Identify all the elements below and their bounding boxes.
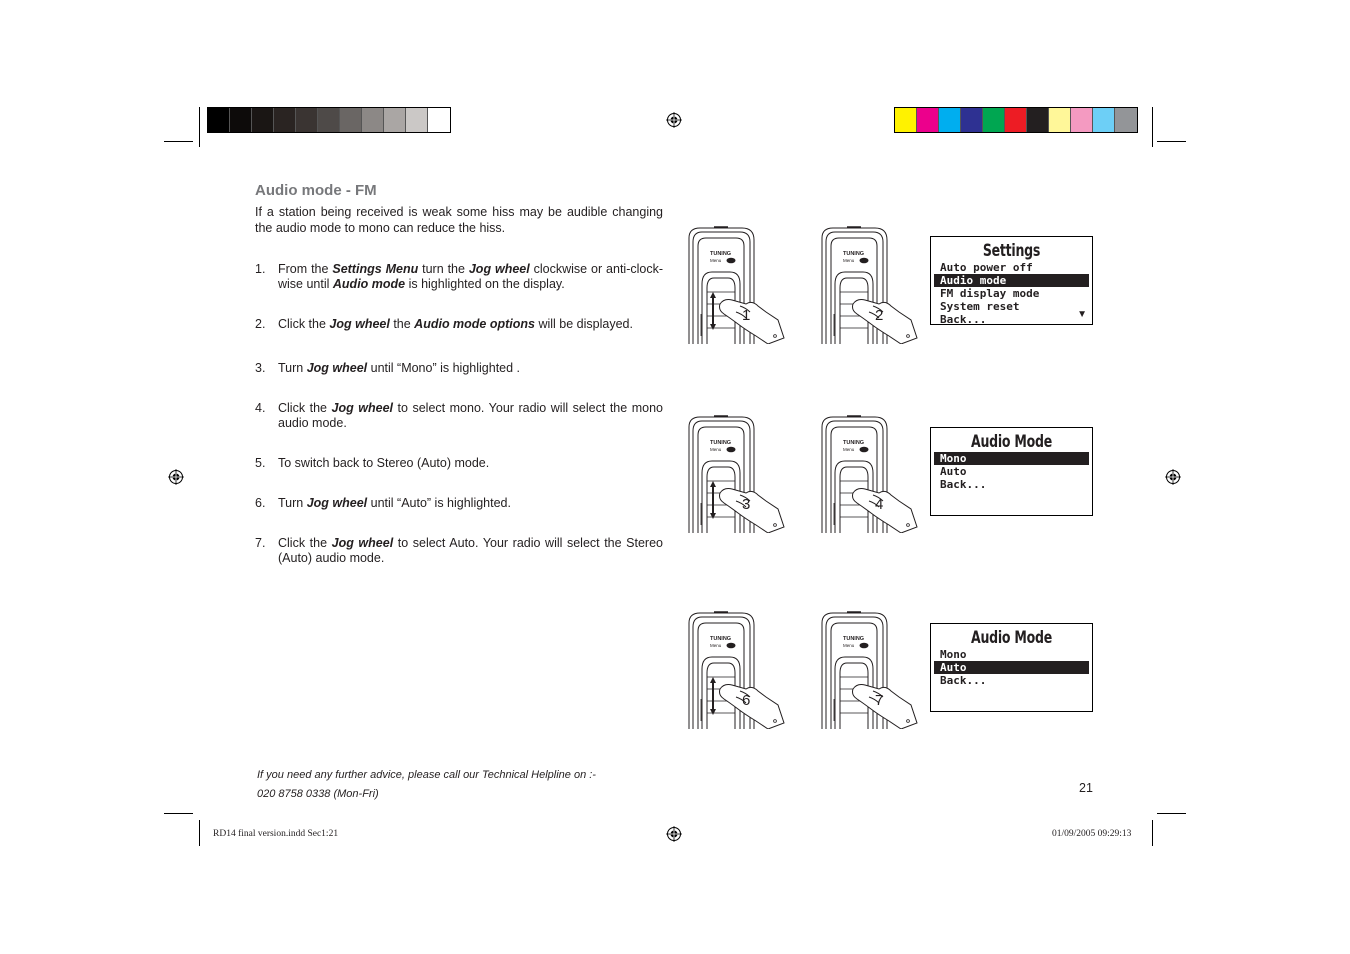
grayscale-calibration-bar [207,107,451,133]
crop-mark [1152,820,1153,846]
menu-button-icon [860,643,869,649]
gray-swatch [252,108,274,132]
menu-label: Menu [843,447,855,452]
step-number: 4. [255,401,266,415]
step-number-label: 4 [875,496,884,513]
step-text [278,536,663,566]
lcd-menu-item: FM display mode [940,287,1040,300]
step-text-part: to select Auto. Your radio will select the Stereo (Auto) audio mode. [278,536,663,565]
step-text-part: Click the [278,401,332,415]
step-item [255,496,663,511]
gray-swatch [318,108,340,132]
step-text-part: the [389,317,415,331]
emphasis-term: Jog wheel [331,536,394,550]
crop-mark [1152,107,1153,147]
crop-mark [164,813,193,814]
gray-swatch [406,108,428,132]
section-heading: Audio mode - FM [255,182,377,199]
crop-mark [1157,141,1186,142]
lcd-display-audio-mode-auto [930,623,1093,712]
lcd-menu-item: Mono [940,648,967,661]
step-item [255,317,663,332]
lcd-title: Audio Mode [970,432,1053,452]
step-item [255,456,663,471]
lcd-display-settings [930,236,1093,325]
radio-drawing [819,415,919,533]
radio-illustration [819,611,919,729]
step-number-label: 3 [742,496,751,513]
lcd-display-audio-mode-mono [930,427,1093,516]
step-text-part: Turn [278,361,307,375]
emphasis-term: Audio mode [332,277,406,291]
registration-mark-icon [1165,469,1181,485]
color-swatch [961,108,983,132]
step-text-part: Turn [278,496,307,510]
radio-drawing [819,226,919,344]
radio-drawing [819,611,919,729]
menu-label: Menu [843,643,855,648]
menu-label: Menu [843,258,855,263]
tuning-label: TUNING [843,251,865,257]
crop-mark [164,141,193,142]
step-text-part: will be displayed. [535,317,633,331]
gray-swatch [274,108,296,132]
color-swatch [917,108,939,132]
registration-mark-icon [666,112,682,128]
step-text [278,361,663,376]
emphasis-term: Jog wheel [329,317,390,331]
step-text-part: is highlighted on the display. [405,277,565,291]
step-text-part: turn the [418,262,469,276]
scroll-down-arrow-icon: ▼ [1077,309,1087,320]
lcd-menu-item: Back... [940,313,987,326]
color-swatch [939,108,961,132]
gray-swatch [340,108,362,132]
color-swatch [983,108,1005,132]
step-number: 5. [255,456,266,470]
tuning-label: TUNING [843,440,865,446]
helpline-number: 020 8758 0338 (Mon-Fri) [257,788,379,800]
color-calibration-bar [894,107,1138,133]
step-text [278,496,663,511]
menu-button-icon [727,643,736,649]
color-swatch [1115,108,1137,132]
step-number-label: 6 [742,692,751,709]
color-swatch [1027,108,1049,132]
step-number: 1. [255,262,266,276]
gray-swatch [384,108,406,132]
lcd-menu-item: Back... [940,674,987,687]
tuning-label: TUNING [843,636,865,642]
tuning-label: TUNING [710,636,732,642]
radio-illustration [819,226,919,344]
slug-timestamp: 01/09/2005 09:29:13 [1052,829,1132,839]
menu-label: Menu [710,447,722,452]
step-text-part: until “Mono” is highlighted . [367,361,521,375]
helpline-text: If you need any further advice, please call our Technical Helpline on :- [257,769,596,781]
step-text-part: clockwise or anti-clock-wise until [278,262,664,291]
slug-file: RD14 final version.indd Sec1:21 [213,829,339,839]
crop-mark [199,107,200,147]
emphasis-term: Jog wheel [306,496,368,510]
step-number: 2. [255,317,266,331]
radio-illustration [686,415,786,533]
radio-illustration [819,415,919,533]
lcd-menu-item: System reset [940,300,1020,313]
registration-mark-icon [168,469,184,485]
gray-swatch [362,108,384,132]
tuning-label: TUNING [710,440,732,446]
step-text [278,401,663,431]
menu-label: Menu [710,258,722,263]
gray-swatch [428,108,450,132]
lcd-menu-item: Back... [940,478,987,491]
emphasis-term: Jog wheel [306,361,368,375]
crop-mark [199,820,200,846]
menu-button-icon [727,447,736,453]
step-text-part: Click the [278,536,332,550]
lcd-menu-item: Auto power off [940,261,1033,274]
step-text-part: until “Auto” is highlighted. [367,496,511,510]
menu-button-icon [727,258,736,264]
menu-label: Menu [710,643,722,648]
step-number: 6. [255,496,266,510]
step-text-part: To switch back to Stereo (Auto) mode. [278,456,490,470]
step-text [278,262,663,292]
step-item [255,536,663,566]
step-item [255,262,663,292]
step-text [278,456,663,471]
color-swatch [1049,108,1071,132]
page-number: 21 [1079,781,1093,795]
step-text [278,317,663,332]
gray-swatch [208,108,230,132]
step-item [255,361,663,376]
intro-paragraph: If a station being received is weak some hiss may be audible changing the audio mode to mono can reduce the hiss. [255,205,663,235]
lcd-title: Audio Mode [970,628,1053,648]
color-swatch [1093,108,1115,132]
step-number: 7. [255,536,266,550]
step-number: 3. [255,361,266,375]
emphasis-term: Settings Menu [332,262,419,276]
step-text-part: Click the [278,317,330,331]
radio-drawing [686,226,786,344]
step-item [255,401,663,431]
emphasis-term: Jog wheel [468,262,530,276]
lcd-menu-item: Audio mode [934,274,1089,287]
menu-button-icon [860,447,869,453]
gray-swatch [230,108,252,132]
radio-drawing [686,611,786,729]
gray-swatch [296,108,318,132]
color-swatch [1005,108,1027,132]
step-text-part: to select mono. Your radio will select the mono audio mode. [278,401,664,430]
tuning-label: TUNING [710,251,732,257]
lcd-menu-item: Mono [934,452,1089,465]
color-swatch [895,108,917,132]
step-text-part: From the [278,262,333,276]
radio-illustration [686,226,786,344]
emphasis-term: Audio mode options [414,317,535,331]
radio-illustration [686,611,786,729]
lcd-menu-item: Auto [934,661,1089,674]
step-number-label: 1 [742,307,751,324]
color-swatch [1071,108,1093,132]
emphasis-term: Jog wheel [331,401,393,415]
menu-button-icon [860,258,869,264]
step-number-label: 2 [875,307,884,324]
step-number-label: 7 [875,692,884,709]
lcd-menu-item: Auto [940,465,967,478]
lcd-title: Settings [982,241,1041,261]
registration-mark-icon [666,826,682,842]
radio-drawing [686,415,786,533]
crop-mark [1157,813,1186,814]
